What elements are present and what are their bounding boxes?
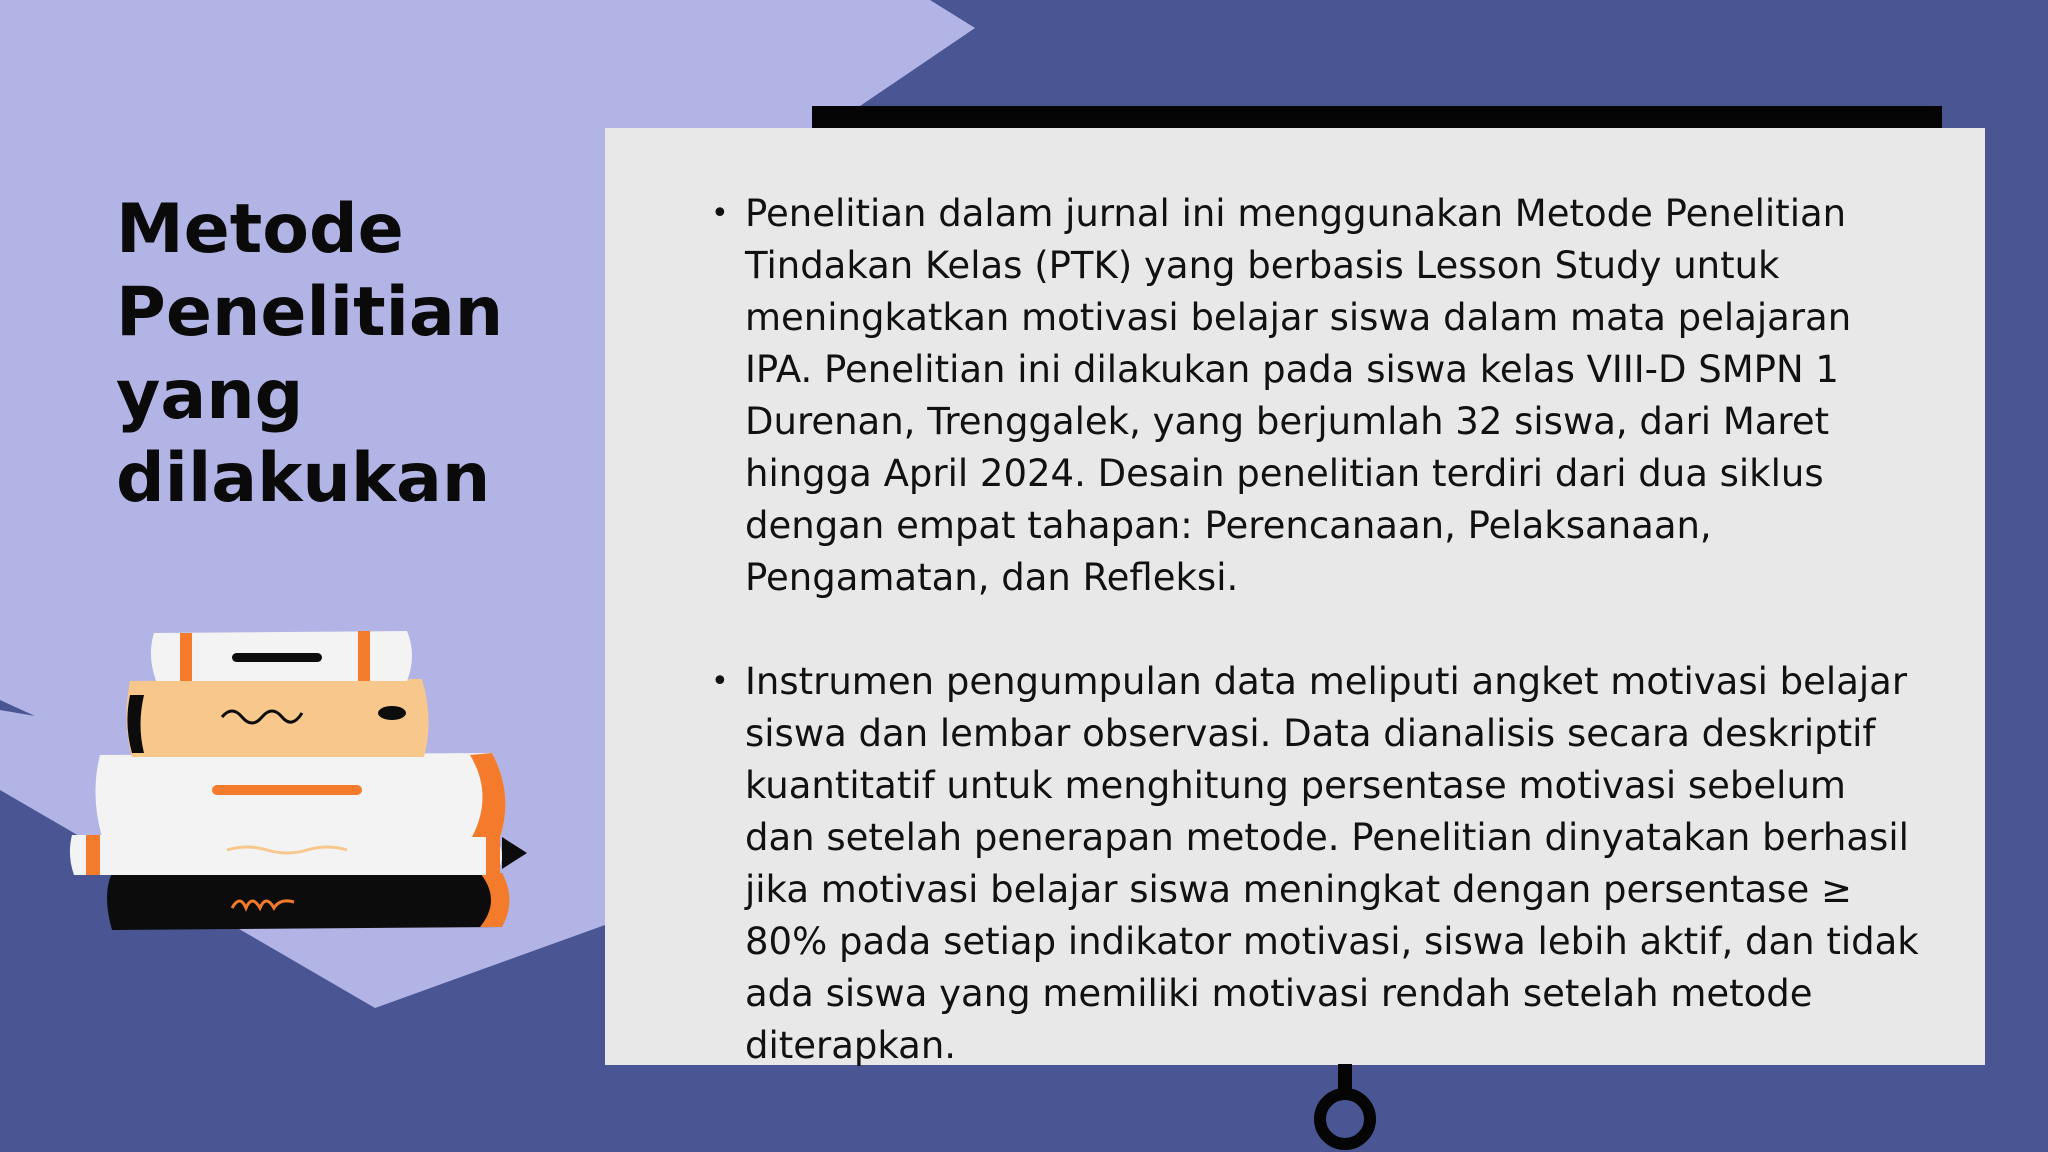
list-item [711,656,1925,1072]
whiteboard-stand-icon [1300,1064,1390,1152]
bullet-glyph: • [711,664,729,699]
board-top-bar [812,106,1942,130]
page-title: Metode Penelitian yang dilakukan [116,190,504,518]
bullet-glyph: • [711,196,729,231]
list-item [711,188,1925,604]
bullet-text: Instrumen pengumpulan data meliputi angket motivasi belajar siswa dan lembar observasi. Data dianalisis secara deskriptif kuantitatif untuk menghitung persentase motivasi sebelum dan setelah penerapan metode. Penelitian dinyatakan berhasil jika motivasi belajar siswa meningkat dengan persentase ≥ 80% pada setiap indikator motivasi, siswa lebih aktif, dan tidak ada siswa yang memiliki motivasi rendah setelah metode diterapkan. [745,660,1919,1067]
bullet-text: Penelitian dalam jurnal ini menggunakan Metode Penelitian Tindakan Kelas (PTK) yang berbasis Lesson Study untuk meningkatkan motivasi belajar siswa dalam mata pelajaran IPA. Penelitian ini dilakukan pada siswa kelas VIII-D SMPN 1 Durenan, Trenggalek, yang berjumlah 32 siswa, dari Maret hingga April 2024. Desain penelitian terdiri dari dua siklus dengan empat tahapan: Perencanaan, Pelaksanaan, Pengamatan, dan Refleksi. [745,192,1852,599]
content-board [605,128,1985,1065]
stacked-books-illustration [62,625,542,945]
bullet-list [711,188,1925,1124]
